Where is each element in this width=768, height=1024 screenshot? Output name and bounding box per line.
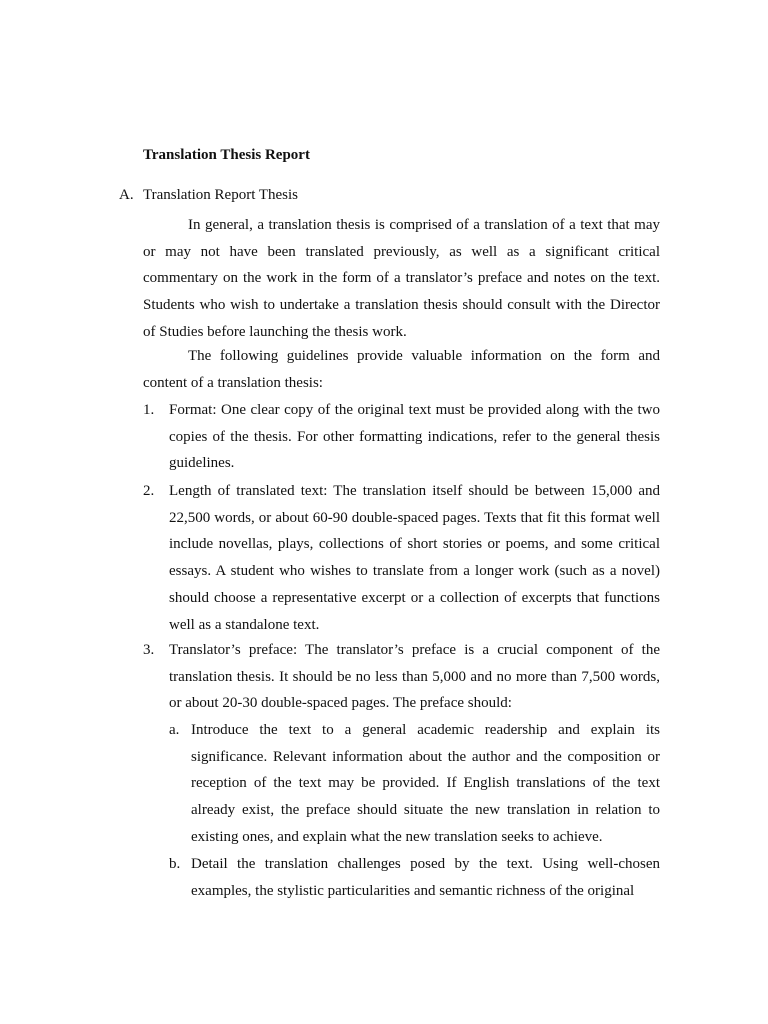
guidelines-paragraph: The following guidelines provide valuable information on the form and content of a translation thesis:	[143, 348, 660, 391]
list-item-preface: Translator’s preface: The translator’s preface is a crucial component of the translation thesis. It should be no less than 5,000 and no more than 7,500 words, or about 20-30 double-spaced pages. The preface should:	[169, 642, 660, 712]
sub-item-challenges: Detail the translation challenges posed by the text. Using well-chosen examples, the stylistic particularities and semantic richness of the original	[191, 856, 660, 899]
list-item-number: 3.	[143, 642, 155, 658]
document-title: Translation Thesis Report	[143, 147, 310, 163]
sub-item-letter: b.	[169, 856, 181, 872]
list-item-number: 2.	[143, 483, 155, 499]
section-heading: Translation Report Thesis	[143, 187, 299, 203]
sub-item-introduce: Introduce the text to a general academic readership and explain its significance. Relevant information about the author and the composition or reception of the text may be provided. If English translations of the text already exist, the preface should situate the new translation in relation to existing ones, and explain what the new translation seeks to achieve.	[191, 722, 660, 845]
intro-paragraph: In general, a translation thesis is comprised of a translation of a text that may or may not have been translated previously, as well as a significant critical commentary on the work in the form of a translator’s preface and notes on the text. Students who wish to undertake a translation thesis should consult with the Director of Studies before launching the thesis work.	[143, 217, 660, 340]
list-item-length: Length of translated text: The translation itself should be between 15,000 and 22,500 words, or about 60-90 double-spaced pages. Texts that fit this format well include novellas, plays, collections of short stories or poems, and some critical essays. A student who wishes to translate from a longer work (such as a novel) should choose a representative excerpt or a collection of excerpts that functions well as a standalone text.	[169, 483, 660, 633]
sub-item-letter: a.	[169, 722, 180, 738]
section-letter: A.	[119, 187, 134, 203]
list-item-number: 1.	[143, 402, 155, 418]
list-item-format: Format: One clear copy of the original text must be provided along with the two copies of the thesis. For other formatting indications, refer to the general thesis guidelines.	[169, 402, 660, 472]
